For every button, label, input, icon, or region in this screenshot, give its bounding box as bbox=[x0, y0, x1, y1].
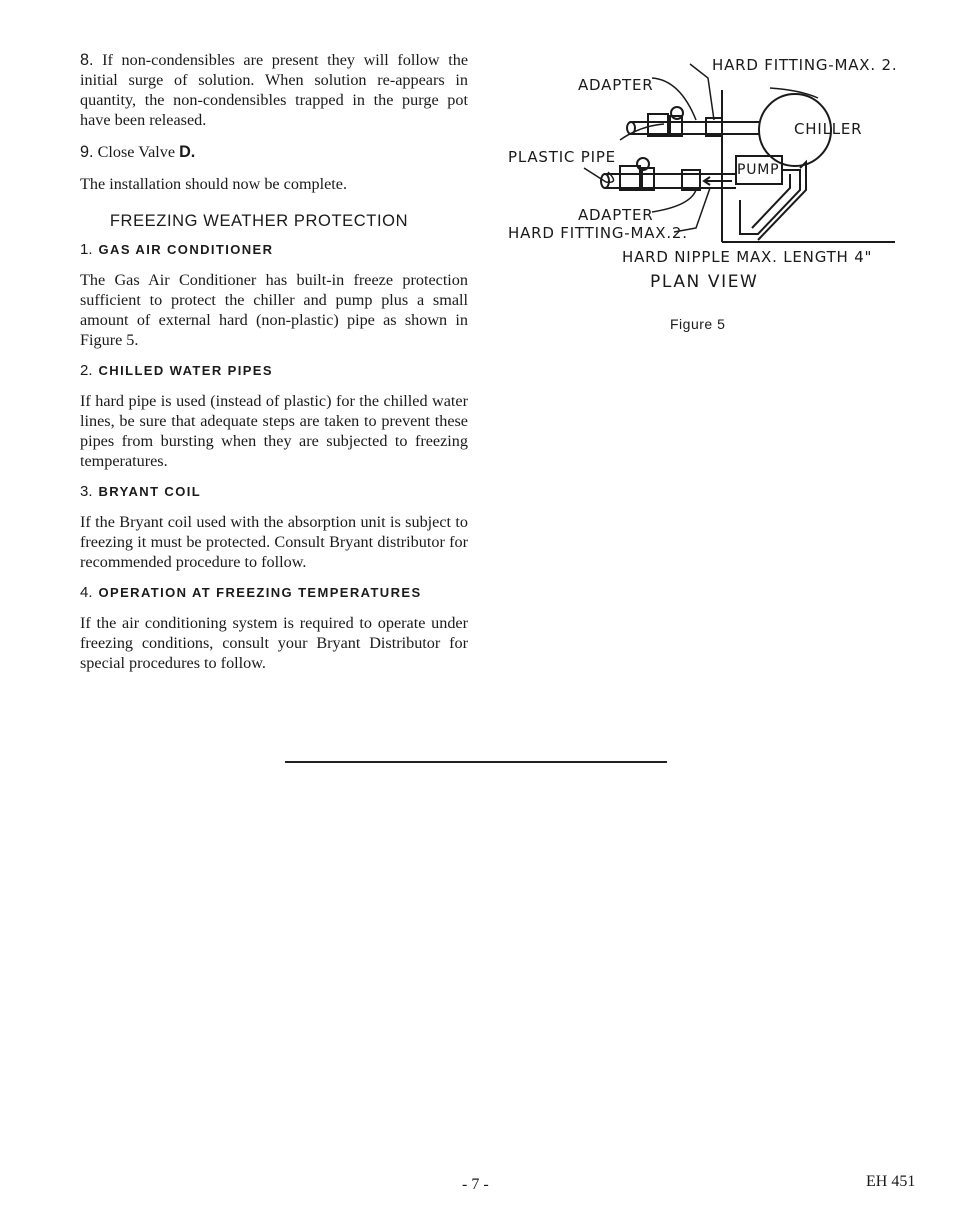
step-9 bbox=[80, 142, 468, 162]
figure-5-diagram bbox=[500, 50, 920, 300]
step-8 bbox=[80, 50, 468, 130]
label-plastic-pipe: PLASTIC PIPE bbox=[508, 148, 616, 166]
label-adapter-top: ADAPTER bbox=[578, 76, 654, 94]
lower-adapter bbox=[620, 166, 640, 190]
section-title: FREEZING WEATHER PROTECTION bbox=[109, 212, 409, 230]
label-chiller: CHILLER bbox=[794, 120, 863, 138]
subsection-heading-4: 4. OPERATION AT FREEZING TEMPERATURES bbox=[80, 584, 422, 601]
label-hard-fitting-bottom: HARD FITTING-MAX.2. bbox=[508, 224, 688, 242]
chiller-leader bbox=[770, 88, 818, 98]
installation-complete: The installation should now be complete. bbox=[80, 175, 348, 193]
subsection-text-1: The Gas Air Conditioner has built-in freeze protection sufficient to protect the chiller and pump plus a small amount of external hard (non-plastic) pipe as shown in Figure 5. bbox=[80, 271, 468, 349]
label-pump: PUMP bbox=[737, 162, 780, 178]
subsection-heading-2: 2. CHILLED WATER PIPES bbox=[80, 362, 273, 379]
label-adapter-bottom: ADAPTER bbox=[578, 206, 654, 224]
page-number: - 7 - bbox=[462, 1176, 489, 1193]
document-code: EH 451 bbox=[866, 1173, 916, 1190]
figure-caption: Figure 5 bbox=[670, 316, 726, 332]
subsection-heading-1: 1. GAS AIR CONDITIONER bbox=[80, 241, 274, 258]
subsection-text-3: If the Bryant coil used with the absorption unit is subject to freezing it must be protected. Consult Bryant distributor for recommended procedure to follow. bbox=[80, 513, 468, 571]
adapter-bottom-leader bbox=[652, 190, 696, 212]
plan-view-title: PLAN VIEW bbox=[650, 272, 759, 292]
subsection-heading-3: 3. BRYANT COIL bbox=[80, 483, 202, 500]
valve-d-label: D. bbox=[179, 143, 196, 161]
label-hard-nipple: HARD NIPPLE MAX. LENGTH 4" bbox=[622, 248, 873, 266]
horizontal-rule bbox=[285, 761, 667, 763]
subsection-text-2: If hard pipe is used (instead of plastic) for the chilled water lines, be sure that adequate steps are taken to prevent these pipes from bursting when they are subjected to freezing temperatures. bbox=[80, 392, 468, 470]
text-column bbox=[80, 50, 468, 685]
step-9-text: Close Valve bbox=[97, 143, 180, 161]
lower-fitting bbox=[642, 168, 654, 190]
label-hard-fitting-top: HARD FITTING-MAX. 2. bbox=[712, 56, 898, 74]
step-9-number: 9. bbox=[80, 143, 94, 161]
upper-valve-handle bbox=[671, 107, 683, 119]
subsection-text-4: If the air conditioning system is required to operate under freezing conditions, consult your Bryant Distributor for special procedures to follow. bbox=[80, 614, 468, 672]
step-8-text: If non-condensibles are present they will follow the initial surge of solution. When solution re-appears in quantity, the non-condensibles trapped in the purge pot have been released. bbox=[80, 51, 469, 129]
step-8-number: 8. bbox=[80, 51, 94, 69]
hard-fitting-top-leader bbox=[690, 64, 714, 120]
